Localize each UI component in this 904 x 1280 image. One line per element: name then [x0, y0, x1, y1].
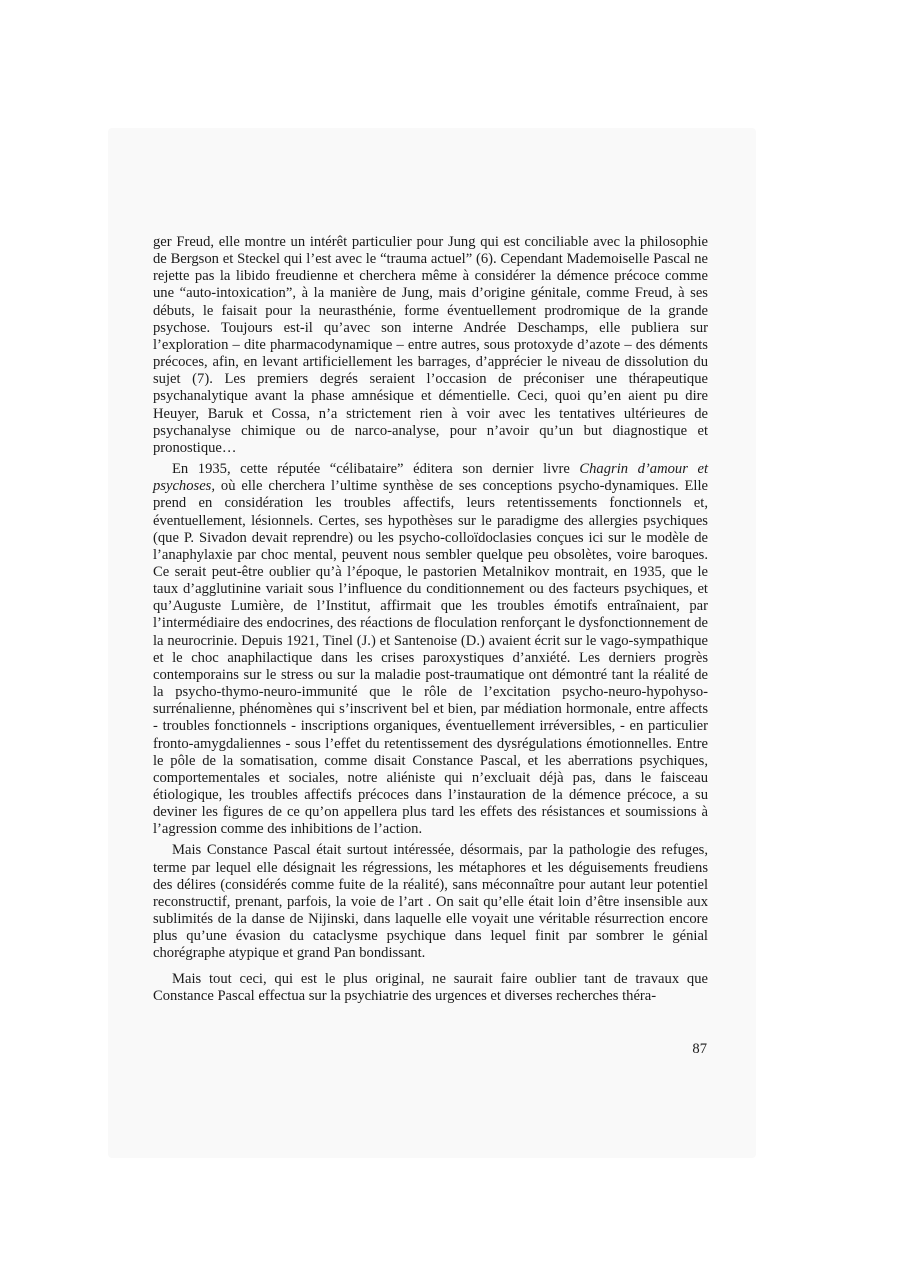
page-number: 87 — [692, 1041, 707, 1057]
book-title: Chagrin d’amour et psychoses, — [153, 461, 708, 495]
body-text — [153, 234, 708, 1005]
paragraph-1: ger Freud, elle montre un intérêt particulier pour Jung qui est conciliable avec la philosophie de Bergson et Steckel qui l’est avec le “trauma actuel” (6). Cependant Mademoiselle Pascal ne rejette pas la libido freudienne et cherchera même à considérer la démence précoce comme une “auto-intoxication”, à la manière de Jung, mais d’origine génitale, comme Freud, à ses débuts, le faisait pour la neurasthénie, forme éventuellement prodromique de la grande psychose. Toujours est-il qu’avec son interne Andrée Deschamps, elle publiera sur l’exploration – dite pharmacodynamique – entre autres, sous protoxyde d’azote – des déments précoces, afin, en levant artificiellement les barrages, d’apprécier le niveau de dissolution du sujet (7). Les premiers degrés seraient l’occasion de préconiser une thérapeutique psychanalytique avant la phase amnésique et démentielle. Ceci, quoi qu’en aient pu dire Heuyer, Baruk et Cossa, n’a strictement rien à voir avec les tentatives ultérieures de psychanalyse chimique ou de narco-analyse, pour n’avoir qu’un but diagnostique et pronostique… — [153, 234, 708, 456]
paragraph-2 — [153, 461, 708, 838]
paragraph-4: Mais tout ceci, qui est le plus original, ne saurait faire oublier tant de travaux que Constance Pascal effectua sur la psychiatrie des urgences et diverses recherches théra- — [153, 970, 708, 1004]
paragraph-3: Mais Constance Pascal était surtout intéressée, désormais, par la pathologie des refuges, terme par lequel elle désignait les régressions, les métaphores et les déguisements freudiens des délires (considérés comme fuite de la réalité), sans méconnaître pour autant leur potentiel reconstructif, prenant, parfois, la voie de l’art . On sait qu’elle était loin d’être insensible aux sublimités de la danse de Nijinski, dans laquelle elle voyait une véritable résurrection encore plus qu’une évasion du cataclysme psychique dans lequel finit par sombrer le génial chorégraphe atypique et grand Pan bondissant. — [153, 842, 708, 962]
paragraph-2-lead: En 1935, cette réputée “célibataire” éditera son dernier livre — [172, 461, 580, 478]
paragraph-2-rest: où elle cherchera l’ultime synthèse de ses conceptions psycho-dynamiques. Elle prend en considération les troubles affectifs, leurs retentissements fonctionnels et, éventuellement, lésionnels. Certes, ses hypothèses sur le paradigme des allergies psychiques (que P. Sivadon devait reprendre) ou les psycho-colloïdoclasies conçues ici sur le modèle de l’anaphylaxie par choc mental, peuvent nous sembler quelque peu obsolètes, voire baroques. Ce serait peut-être oublier qu’à l’époque, le pastorien Metalnikov montrait, en 1935, que le taux d’agglutinine variait sous l’influence du conditionnement ou des facteurs psychiques, et qu’Auguste Lumière, de l’Institut, affirmait que les troubles émotifs entraînaient, par l’intermédiaire des endocrines, des réactions de floculation renforçant le dysfonctionnement de la neurocrinie. Depuis 1921, Tinel (J.) et Santenoise (D.) avaient écrit sur le vago-sympathique et le choc anaphilactique dans les crises paroxystiques d’anxiété. Les derniers progrès contemporains sur le stress ou sur la maladie post-traumatique ont démontré tant la réalité de la psycho-thymo-neuro-immunité que le rôle de l’excitation psycho-neuro-hypohyso-surrénalienne, phénomènes qui s’inscrivent bel et bien, par médiation hormonale, entre affects - troubles fonctionnels - inscriptions organiques, éventuellement irréversibles, - en particulier fronto-amygdaliennes - sous l’effet du retentissement des dysrégulations émotionnelles. Entre le pôle de la somatisation, comme disait Constance Pascal, et les aberrations psychiques, comportementales et sociales, notre aliéniste qui n’excluait déjà pas, dans le faisceau étiologique, les troubles affectifs précoces dans l’instauration de la démence précoce, a su deviner les figures de ce qu’on appellera plus tard les effets des résistances et soumissions à l’agression comme des inhibitions de l’action. — [153, 478, 708, 838]
